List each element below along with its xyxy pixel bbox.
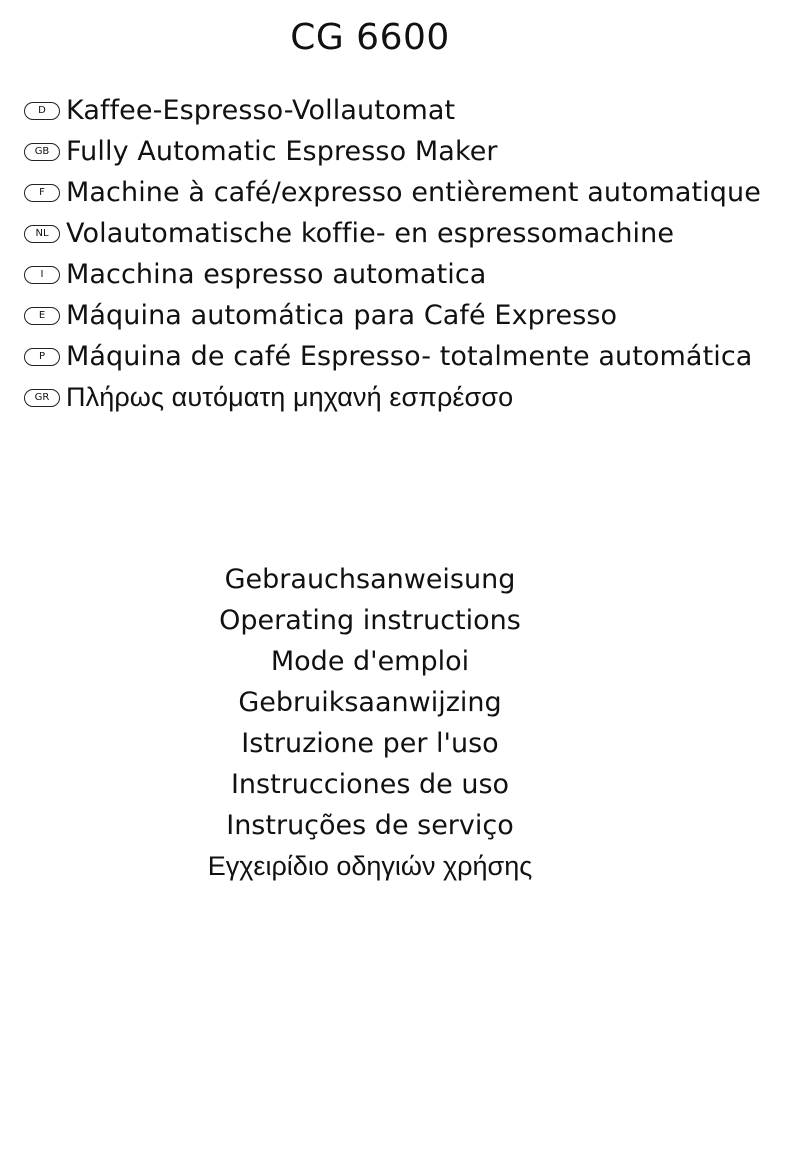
language-badge-gr: GR xyxy=(24,389,60,407)
manual-label-pt: Instruções de serviço xyxy=(226,810,514,841)
title-row-pt xyxy=(24,336,761,377)
title-row-gr xyxy=(24,377,761,418)
manual-label-gr: Εγχειρίδιο οδηγιών χρήσης xyxy=(207,851,533,881)
manual-label-it: Istruzione per l'uso xyxy=(241,728,499,759)
language-badge-fr: F xyxy=(24,184,60,202)
title-text-gb: Fully Automatic Espresso Maker xyxy=(66,136,498,167)
title-text-fr: Machine à café/expresso entièrement automatique xyxy=(66,177,761,208)
title-text-nl: Volautomatische koffie- en espressomachine xyxy=(66,218,675,249)
manual-label-es: Instrucciones de uso xyxy=(230,769,510,800)
manual-label-fr: Mode d'emploi xyxy=(270,646,470,677)
title-text-de: Kaffee-Espresso-Vollautomat xyxy=(66,95,456,126)
manual-label-gb: Operating instructions xyxy=(219,605,521,636)
language-badge-gb: GB xyxy=(24,143,60,161)
title-text-gr: Πλήρως αυτόματη μηχανή εσπρέσσο xyxy=(66,382,514,412)
title-text-pt: Máquina de café Espresso- totalmente automática xyxy=(66,341,753,372)
language-badge-nl: NL xyxy=(24,225,60,243)
language-badge-it: I xyxy=(24,266,60,284)
language-badge-pt: P xyxy=(24,348,60,366)
manual-type-list xyxy=(0,559,740,887)
manual-label-nl: Gebruiksaanwijzing xyxy=(238,687,502,718)
manual-label-de: Gebrauchsanweisung xyxy=(224,564,516,595)
language-badge-es: E xyxy=(24,307,60,325)
model-number: CG 6600 xyxy=(290,17,450,58)
title-row-it xyxy=(24,254,761,295)
title-row-nl xyxy=(24,213,761,254)
title-text-es: Máquina automática para Café Expresso xyxy=(66,300,618,331)
language-badge-de: D xyxy=(24,102,60,120)
title-text-it: Macchina espresso automatica xyxy=(66,259,487,290)
title-row-es xyxy=(24,295,761,336)
title-row-fr xyxy=(24,172,761,213)
product-title-list xyxy=(24,90,761,418)
title-row-gb xyxy=(24,131,761,172)
title-row-de xyxy=(24,90,761,131)
